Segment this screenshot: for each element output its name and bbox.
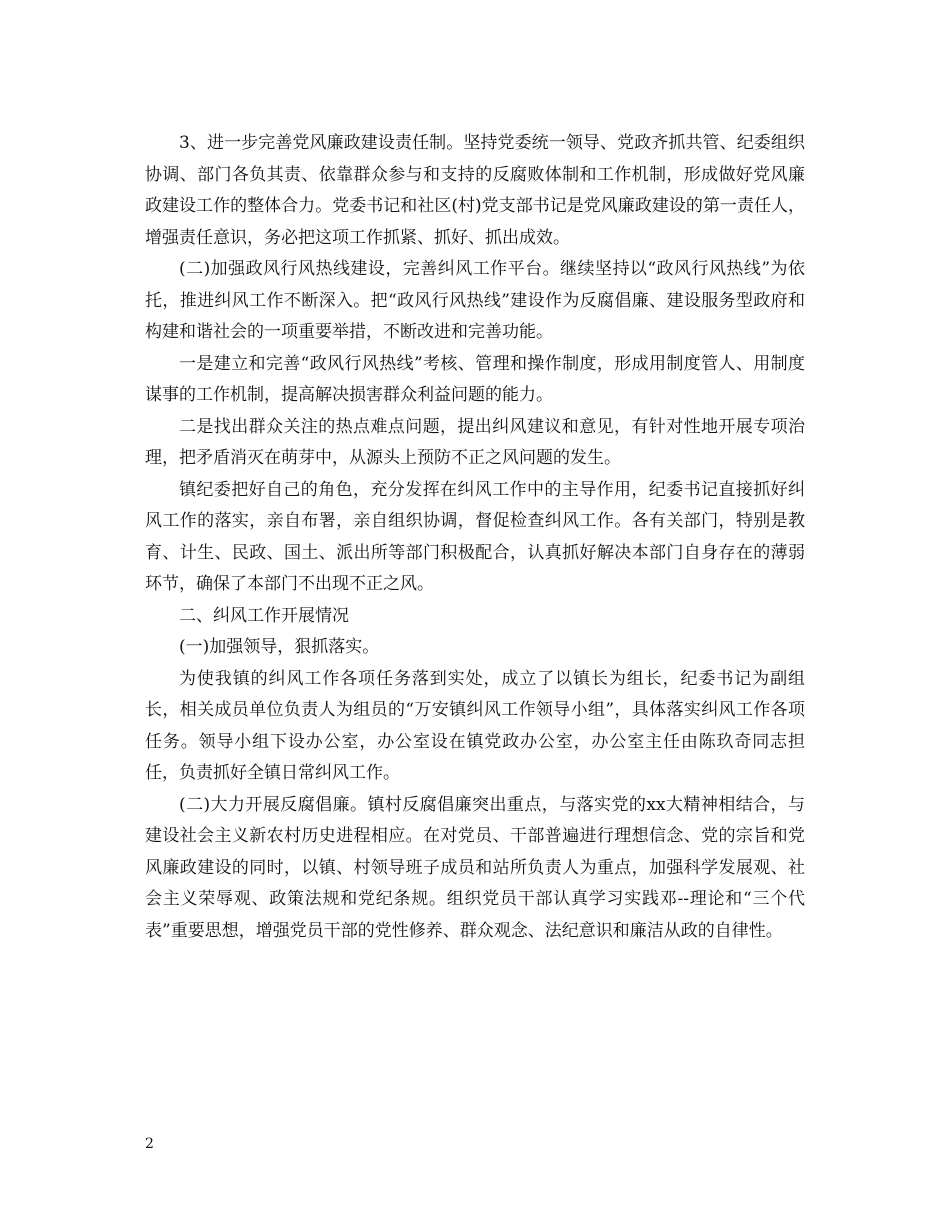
paragraph: (二)加强政风行风热线建设，完善纠风工作平台。继续坚持以“政风行风热线”为依托，推进纠风工作不断深入。把“政风行风热线”建设作为反腐倡廉、建设服务型政府和构建和谐社会的一项重要举措，不断改进和完善功能。 bbox=[145, 259, 805, 342]
paragraph: 一是建立和完善“政风行风热线”考核、管理和操作制度，形成用制度管人、用制度谋事的工作机制，提高解决损害群众利益问题的能力。 bbox=[145, 353, 805, 405]
paragraph: 3、进一步完善党风廉政建设责任制。坚持党委统一领导、党政齐抓共管、纪委组织协调、部门各负其责、依靠群众参与和支持的反腐败体制和工作机制，形成做好党风廉政建设工作的整体合力。党委书记和社区(村)党支部书记是党风廉政建设的第一责任人，增强责任意识，务必把这项工作抓紧、抓好、抓出成效。 bbox=[145, 133, 805, 248]
paragraph: 为使我镇的纠风工作各项任务落到实处，成立了以镇长为组长，纪委书记为副组长，相关成员单位负责人为组员的“万安镇纠风工作领导小组”，具体落实纠风工作各项任务。领导小组下设办公室，办公室设在镇党政办公室，办公室主任由陈玖奇同志担任，负责抓好全镇日常纠风工作。 bbox=[145, 668, 805, 783]
paragraph: (二)大力开展反腐倡廉。镇村反腐倡廉突出重点，与落实党的xx大精神相结合，与建设社会主义新农村历史进程相应。在对党员、干部普遍进行理想信念、党的宗旨和党风廉政建设的同时，以镇、村领导班子成员和站所负责人为重点，加强科学发展观、社会主义荣辱观、政策法规和党纪条规。组织党员干部认真学习实践邓--理论和“三个代表”重要思想，增强党员干部的党性修养、群众观念、法纪意识和廉洁从政的自律性。 bbox=[145, 794, 805, 941]
page-number: 2 bbox=[145, 1136, 154, 1152]
subsection-heading: (一)加强领导，狠抓落实。 bbox=[179, 637, 380, 657]
paragraph: 二是找出群众关注的热点难点问题，提出纠风建议和意见，有针对性地开展专项治理，把矛盾消灭在萌芽中，从源头上预防不正之风问题的发生。 bbox=[145, 416, 805, 468]
paragraph: 镇纪委把好自己的角色，充分发挥在纠风工作中的主导作用，纪委书记直接抓好纠风工作的落实，亲自布署，亲自组织协调，督促检查纠风工作。各有关部门，特别是教育、计生、民政、国土、派出所等部门积极配合，认真抓好解决本部门自身存在的薄弱环节，确保了本部门不出现不正之风。 bbox=[145, 479, 805, 594]
section-heading: 二、纠风工作开展情况 bbox=[179, 605, 349, 626]
document-body bbox=[145, 128, 805, 947]
